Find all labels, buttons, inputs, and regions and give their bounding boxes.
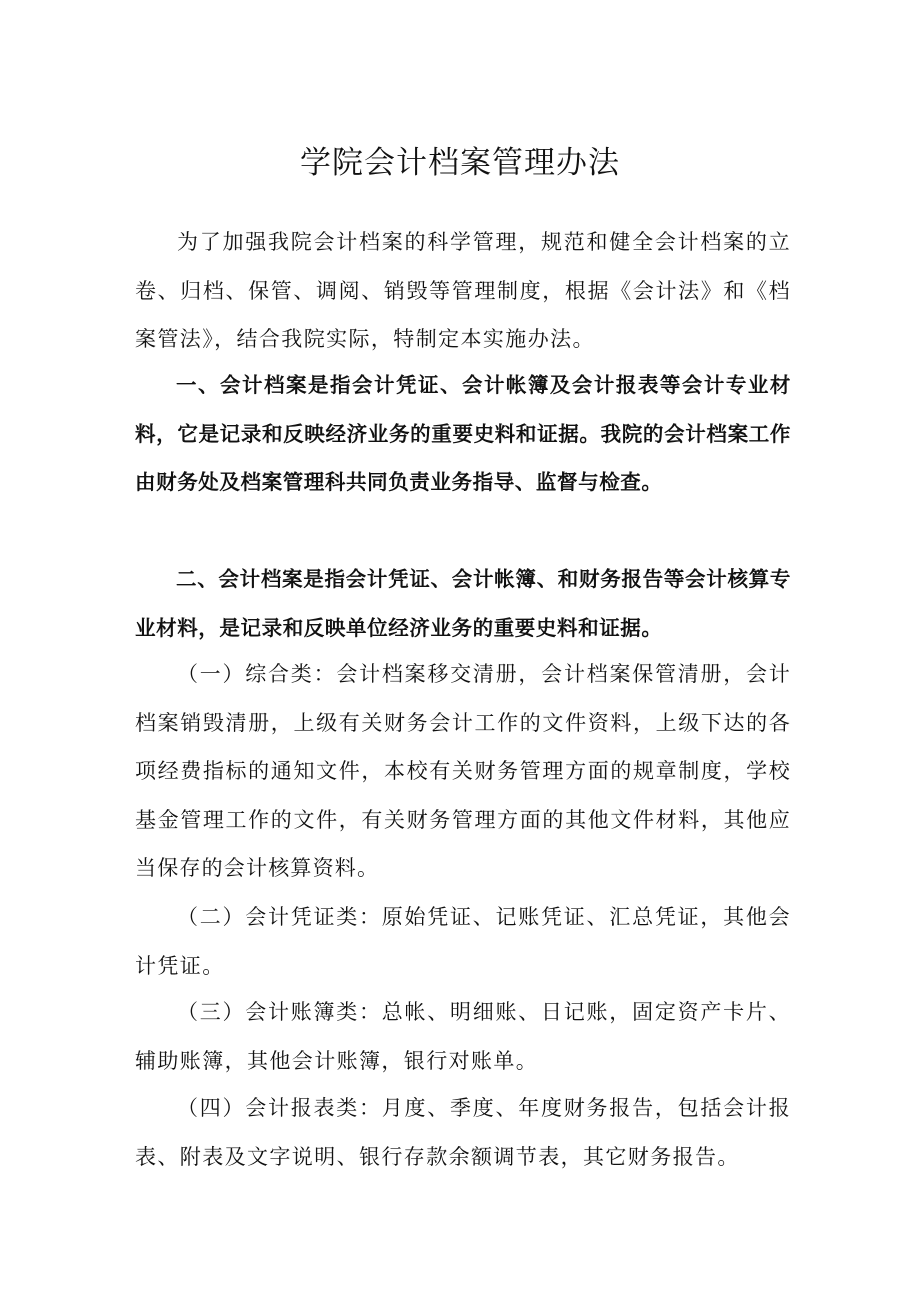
subsection-2-paragraph: （二）会计凭证类：原始凭证、记账凭证、汇总凭证，其他会计凭证。 xyxy=(135,905,791,978)
section-2-paragraph: 二、会计档案是指会计凭证、会计帐簿、和财务报告等会计核算专业材料，是记录和反映单位经济业务的重要史料和证据。 xyxy=(135,567,791,640)
subsection-3-paragraph: （三）会计账簿类：总帐、明细账、日记账，固定资产卡片、辅助账簿，其他会计账簿，银行对账单。 xyxy=(135,1000,791,1073)
document-title: 学院会计档案管理办法 xyxy=(300,145,620,181)
subsection-4-paragraph: （四）会计报表类：月度、季度、年度财务报告，包括会计报表、附表及文字说明、银行存款余额调节表，其它财务报告。 xyxy=(135,1096,791,1169)
subsection-1-paragraph: （一）综合类：会计档案移交清册，会计档案保管清册，会计档案销毁清册，上级有关财务会计工作的文件资料，上级下达的各项经费指标的通知文件，本校有关财务管理方面的规章制度，学校基金管理工作的文件，有关财务管理方面的其他文件材料，其他应当保存的会计核算资料。 xyxy=(135,662,791,880)
intro-paragraph: 为了加强我院会计档案的科学管理，规范和健全会计档案的立卷、归档、保管、调阅、销毁等管理制度，根据《会计法》和《档案管法》，结合我院实际，特制定本实施办法。 xyxy=(135,230,791,351)
section-1-paragraph: 一、会计档案是指会计凭证、会计帐簿及会计报表等会计专业材料，它是记录和反映经济业务的重要史料和证据。我院的会计档案工作由财务处及档案管理科共同负责业务指导、监督与检查。 xyxy=(135,373,791,494)
